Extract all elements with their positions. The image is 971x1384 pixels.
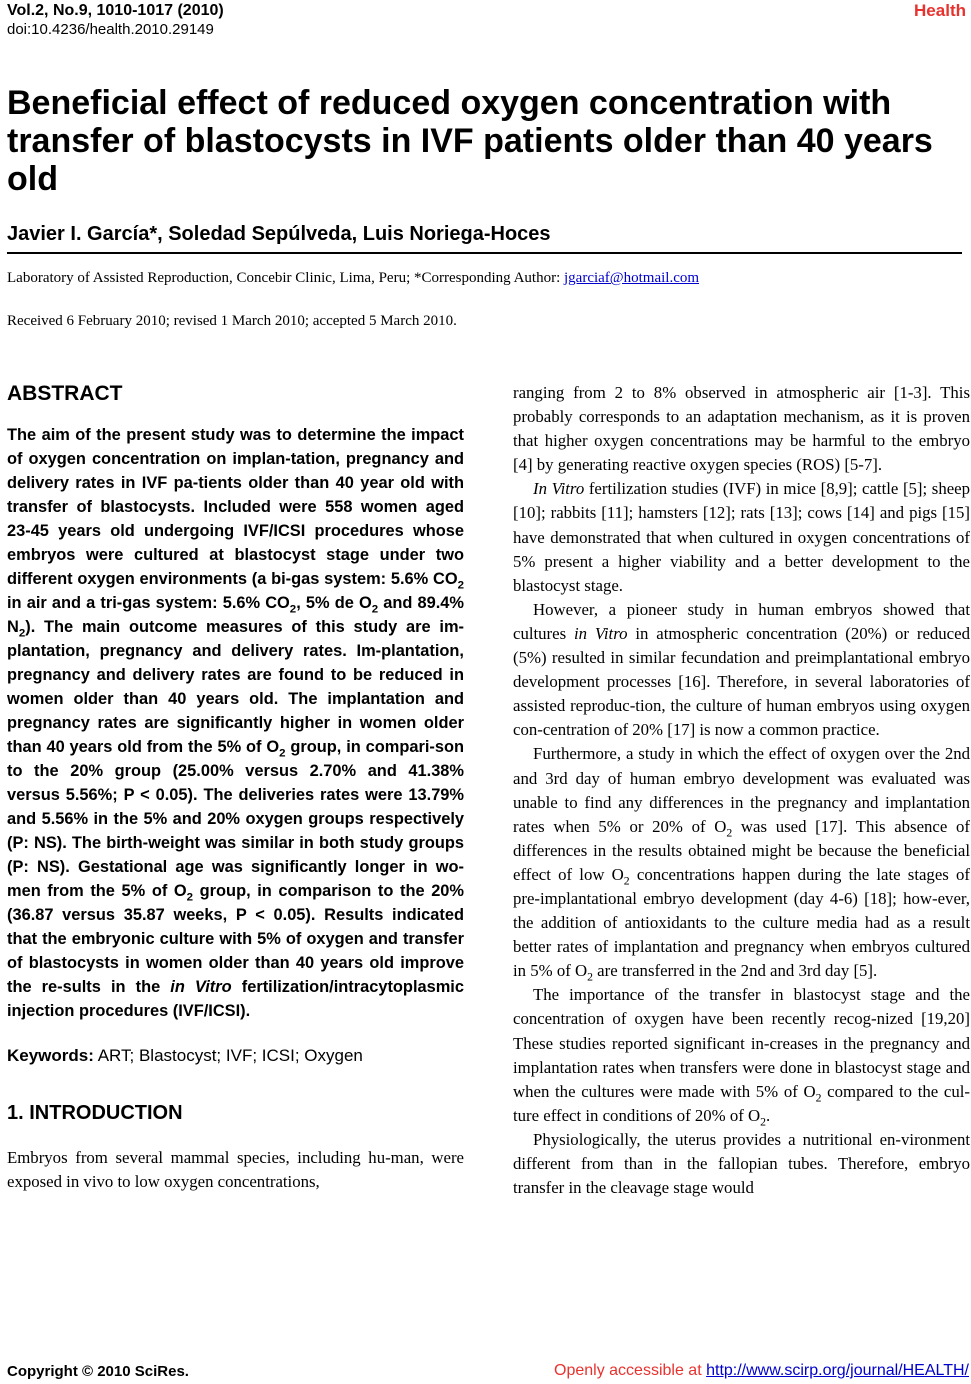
- body-paragraph: ranging from 2 to 8% observed in atmospheric air [1-3]. This probably corresponds to an adaptation mechanism, as it is proven that higher oxygen concentrations may be harmful to the embryo [4] by generating reactive oxygen species (ROS) [5-7].: [513, 383, 970, 475]
- section-heading-introduction: 1. INTRODUCTION: [7, 1102, 183, 1124]
- body-paragraph: [513, 598, 970, 743]
- subscript: 2: [815, 1091, 822, 1105]
- keywords: [7, 1044, 464, 1068]
- body-paragraph: [513, 477, 970, 597]
- keywords-list: ART; Blastocyst; IVF; ICSI; Oxygen: [93, 1046, 363, 1065]
- abstract-part: The aim of the present study was to determine the impact of oxygen concentration on implan-tation, pregnancy and delivery rates in IVF pa-tients older than 40 year old with transfer of blastocysts. Included were 558 women aged 23-45 years old undergoing IVF/ICSI procedures whose embryos were cultured at blastocyst stage under two different oxygen environments (a bi-gas system: 5.6% CO: [7, 426, 464, 588]
- paragraph-part: Furthermore, a study in which the effect of oxygen over the 2nd and 3rd day of human embryo development was evaluated was unable to find any differences in the pregnancy and implantation rates when 5% or 20% of O: [513, 744, 970, 836]
- body-paragraph: [513, 983, 970, 1128]
- subscript: 2: [18, 627, 26, 640]
- paragraph-part: concentrations happen during the late stages of pre-implantational embryo development (day 4-6) [18]; how-ever, the addition of antioxidants to the culture media had as a result better rates of implantation and pregnancy when embryos cultured in 5% of O: [513, 864, 970, 981]
- journal-url-link[interactable]: http://www.scirp.org/journal/HEALTH/: [706, 1362, 969, 1379]
- left-column: [7, 380, 464, 1194]
- abstract-part: and 89.4% N: [7, 594, 464, 636]
- right-column: [513, 381, 970, 1200]
- paragraph-part: However, a pioneer study in human embryos showed that cultures: [513, 599, 970, 643]
- italic-term: in Vitro: [573, 623, 628, 643]
- abstract-part: group, in compari-son to the 20% group (25.00% versus 2.70% and 41.38% versus 5.56%; P < 0.05). The deliveries rates were 13.79% and 5.56% in the 5% and 20% oxygen groups respectively (P: NS). The birth-weight was similar in both study groups (P: NS). Gestational age was significantly longer in wo-men from the 5% of O: [7, 738, 464, 900]
- subscript: 2: [279, 747, 286, 760]
- abstract-part: in air and a tri-gas system: 5.6% CO: [7, 594, 290, 612]
- subscript: 2: [371, 603, 379, 616]
- subscript: 2: [457, 579, 464, 592]
- authors: Javier I. García*, Soledad Sepúlveda, Luis Noriega-Hoces: [7, 223, 551, 245]
- doi: doi:10.4236/health.2010.29149: [7, 21, 214, 38]
- body-paragraph: Physiologically, the uterus provides a nutritional en-vironment different from than in the fallopian tubes. Therefore, embryo transfer in the cleavage stage would: [513, 1129, 970, 1198]
- abstract-part: , 5% de O: [296, 594, 372, 612]
- abstract-part: fertilization/intracytoplasmic injection procedures (IVF/ICSI).: [7, 978, 464, 1020]
- affiliation-text: Laboratory of Assisted Reproduction, Concebir Clinic, Lima, Peru; *Corresponding Author:: [7, 270, 564, 286]
- abstract-part: group, in comparison to the 20% (36.87 versus 35.87 weeks, P < 0.05). Results indicated that the embryonic culture with 5% of oxygen and transfer of blastocysts in women older than 40 years old improve the re-sults in the: [7, 882, 464, 996]
- subscript: 2: [726, 826, 733, 840]
- copyright: Copyright © 2010 SciRes.: [7, 1363, 189, 1380]
- intro-paragraph: Embryos from several mammal species, including hu-man, were exposed in vivo to low oxygen concentrations,: [7, 1148, 464, 1192]
- italic-term: In Vitro: [533, 479, 585, 499]
- subscript: 2: [587, 970, 593, 984]
- paragraph-part: The importance of the transfer in blastocyst stage and the concentration of oxygen have been recently recog-nized [19,20] These studies reported significant in-creases in the pregnancy and implantation rates when transfers were done in blastocyst stage and when the cultures were made with 5% of O: [513, 985, 970, 1101]
- subscript: 2: [186, 891, 194, 904]
- paragraph-part: was used [17]. This absence of differences in the results obtained might be because the beneficial effect of low O: [513, 816, 970, 884]
- subscript: 2: [623, 874, 630, 888]
- abstract-text: [7, 423, 464, 1023]
- paragraph-part: fertilization studies (IVF) in mice [8,9]; cattle [5]; sheep [10]; rabbits [11]; hamsters [12]; rats [13]; cows [14] and pigs [15] have demonstrated that when cultured in oxygen concentrations of 5% present a higher viability and a better development to the blastocyst stage.: [513, 479, 970, 595]
- paper-title: Beneficial effect of reduced oxygen concentration with transfer of blastocysts in IVF patients older than 40 years old: [7, 84, 933, 198]
- journal-name: Health: [914, 1, 966, 20]
- open-access-notice: [554, 1362, 969, 1380]
- body-paragraph: [513, 742, 970, 983]
- affiliation: [7, 268, 699, 288]
- paragraph-part: compared to the cul-ture effect in conditions of 20% of O: [513, 1081, 971, 1125]
- paragraph-part: are transferred in the 2nd and 3rd day [5].: [592, 961, 878, 981]
- abstract-part: ). The main outcome measures of this study are im-plantation, pregnancy and delivery rates. Im-plantation, pregnancy and delivery rates are found to be reduced in women older than 40 years old. The implantation and pregnancy rates are significantly higher in women older than 40 years old from the 5% of O: [7, 618, 464, 756]
- divider: [7, 252, 962, 254]
- access-text: Openly accessible at: [554, 1362, 707, 1379]
- subscript: 2: [760, 1115, 767, 1129]
- paragraph-part: .: [766, 1105, 771, 1125]
- received-dates: Received 6 February 2010; revised 1 March 2010; accepted 5 March 2010.: [7, 313, 457, 329]
- journal-header: [7, 2, 224, 40]
- keywords-label: Keywords:: [7, 1046, 94, 1065]
- abstract-heading: ABSTRACT: [7, 382, 123, 405]
- volume-info: Vol.2, No.9, 1010-1017 (2010): [7, 2, 224, 19]
- author-email-link[interactable]: jgarciaf@hotmail.com: [564, 270, 700, 286]
- paragraph-part: in atmospheric concentration (20%) or reduced (5%) resulted in similar fecundation and preimplantational embryo development processes [16]. Therefore, in several laboratories of assisted reproduc-tion, the culture of human embryos using oxygen con-centration of 20% [17] is now a common practice.: [513, 623, 970, 740]
- subscript: 2: [289, 603, 297, 616]
- italic-term: in Vitro: [170, 978, 232, 996]
